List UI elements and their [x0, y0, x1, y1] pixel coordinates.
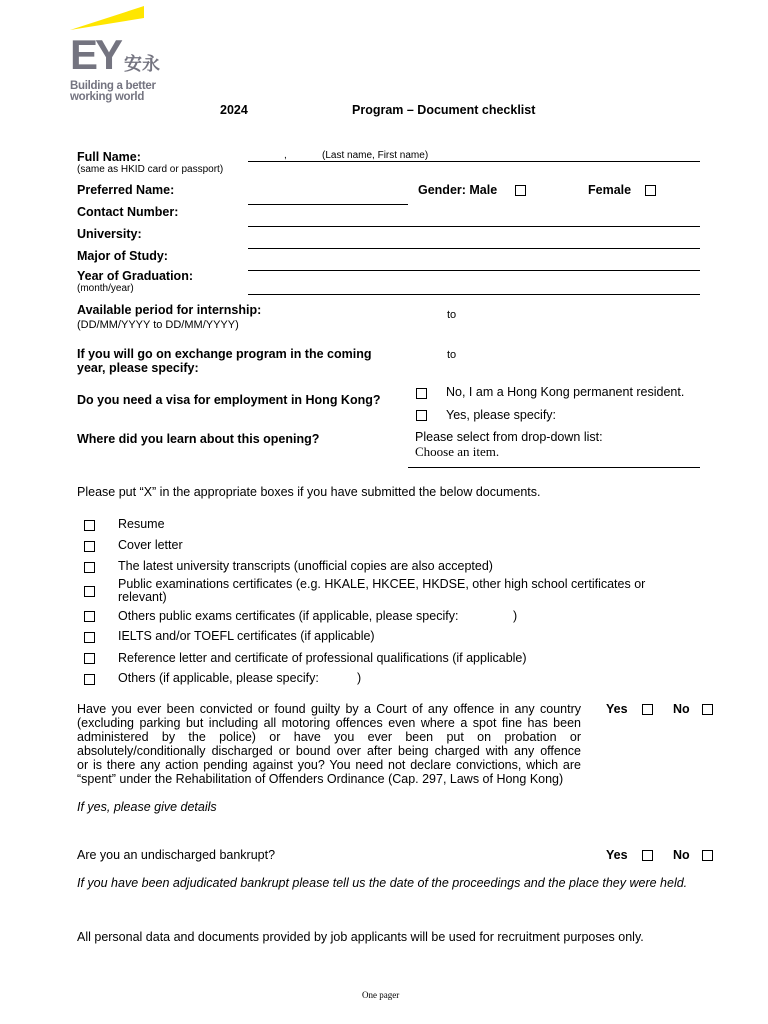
page-title: Program – Document checklist [352, 103, 536, 117]
internship-label: Available period for internship: [77, 303, 262, 317]
full-name-field[interactable] [248, 161, 700, 162]
conviction-line-1: Have you ever been convicted or found guilty by a Court of any offence in any country [77, 702, 581, 716]
conviction-line-4: absolutely/conditionally discharged or bound over after being charged with any offence [77, 744, 581, 758]
conviction-line-5: or is there any action pending against you? You need not declare convictions, which are [77, 758, 581, 772]
doc-public-exams-checkbox[interactable] [84, 586, 95, 597]
doc-public-exams-label-cont: relevant) [118, 590, 167, 604]
doc-resume-checkbox[interactable] [84, 520, 95, 531]
doc-resume-label: Resume [118, 517, 165, 531]
logo-tagline-1: Building a better [70, 80, 156, 92]
doc-others-checkbox[interactable] [84, 674, 95, 685]
logo-mark: EY [70, 31, 121, 78]
full-name-label: Full Name: [77, 150, 141, 164]
gender-female-label: Female [588, 183, 632, 197]
full-name-hint: (Last name, First name) [322, 150, 429, 161]
visa-label: Do you need a visa for employment in Hong Kong? [77, 393, 381, 407]
conviction-yes-label: Yes [606, 702, 628, 716]
doc-reference-checkbox[interactable] [84, 653, 95, 664]
header-year: 2024 [220, 103, 248, 117]
privacy-statement: All personal data and documents provided by job applicants will be used for recruitment purposes only. [77, 930, 644, 944]
visa-no-checkbox[interactable] [416, 388, 427, 399]
bankrupt-question: Are you an undischarged bankrupt? [77, 848, 276, 862]
gender-label: Gender: Male [418, 183, 498, 197]
bankrupt-yes-label: Yes [606, 848, 628, 862]
gender-male-checkbox[interactable] [515, 185, 526, 196]
exchange-label-1: If you will go on exchange program in the coming [77, 347, 372, 361]
bankrupt-no-label: No [673, 848, 690, 862]
doc-ielts-toefl-checkbox[interactable] [84, 632, 95, 643]
doc-others-label: Others (if applicable, please specify: [118, 671, 319, 685]
conviction-yes-checkbox[interactable] [642, 704, 653, 715]
documents-instruction: Please put “X” in the appropriate boxes if you have submitted the below documents. [77, 485, 541, 499]
page-note: One pager [362, 990, 400, 1000]
bankrupt-note: If you have been adjudicated bankrupt please tell us the date of the proceedings and the place they were held. [77, 876, 688, 890]
source-dropdown[interactable]: Choose an item. [415, 444, 500, 459]
visa-yes-label: Yes, please specify: [446, 408, 557, 422]
doc-other-exams-label: Others public exams certificates (if applicable, please specify: [118, 609, 459, 623]
doc-others-close: ) [357, 671, 362, 685]
graduation-field[interactable] [248, 294, 700, 295]
doc-cover-letter-label: Cover letter [118, 538, 183, 552]
major-label: Major of Study: [77, 249, 168, 263]
preferred-name-field[interactable] [248, 204, 408, 205]
visa-yes-checkbox[interactable] [416, 410, 427, 421]
doc-other-exams-checkbox[interactable] [84, 611, 95, 622]
conviction-details-prompt: If yes, please give details [77, 800, 217, 814]
university-label: University: [77, 227, 142, 241]
conviction-no-label: No [673, 702, 690, 716]
contact-number-field[interactable] [248, 226, 700, 227]
full-name-sub: (same as HKID card or passport) [77, 164, 224, 175]
conviction-no-checkbox[interactable] [702, 704, 713, 715]
source-field-line [408, 467, 700, 468]
logo-chinese: 安永 [124, 54, 160, 74]
conviction-line-3: administered by the police) or have you ever been put on probation or [77, 730, 581, 744]
full-name-comma: , [284, 150, 287, 161]
doc-public-exams-label: Public examinations certificates (e.g. HKALE, HKCEE, HKDSE, other high school certificates or [118, 577, 646, 591]
doc-reference-label: Reference letter and certificate of professional qualifications (if applicable) [118, 651, 527, 665]
exchange-label-2: year, please specify: [77, 361, 199, 375]
visa-no-label: No, I am a Hong Kong permanent resident. [446, 385, 685, 399]
university-field[interactable] [248, 248, 700, 249]
logo-tagline-2: working world [70, 91, 145, 103]
exchange-to: to [447, 349, 457, 361]
doc-transcripts-checkbox[interactable] [84, 562, 95, 573]
graduation-sub: (month/year) [77, 283, 134, 294]
contact-number-label: Contact Number: [77, 205, 179, 219]
conviction-line-6: “spent” under the Rehabilitation of Offenders Ordinance (Cap. 297, Laws of Hong Kong) [77, 772, 564, 786]
graduation-label: Year of Graduation: [77, 269, 193, 283]
preferred-name-label: Preferred Name: [77, 183, 175, 197]
internship-to: to [447, 309, 457, 321]
doc-other-exams-close: ) [513, 609, 518, 623]
source-label: Where did you learn about this opening? [77, 432, 320, 446]
bankrupt-no-checkbox[interactable] [702, 850, 713, 861]
major-field[interactable] [248, 270, 700, 271]
bankrupt-yes-checkbox[interactable] [642, 850, 653, 861]
doc-transcripts-label: The latest university transcripts (unofficial copies are also accepted) [118, 559, 493, 573]
conviction-line-2: (excluding parking but including all motoring offences even where a spot fine has been [77, 716, 581, 730]
source-hint: Please select from drop-down list: [415, 430, 603, 444]
gender-female-checkbox[interactable] [645, 185, 656, 196]
internship-sub: (DD/MM/YYYY to DD/MM/YYYY) [77, 319, 239, 331]
doc-cover-letter-checkbox[interactable] [84, 541, 95, 552]
logo-yellow-beam [70, 4, 145, 32]
doc-ielts-toefl-label: IELTS and/or TOEFL certificates (if applicable) [118, 629, 375, 643]
